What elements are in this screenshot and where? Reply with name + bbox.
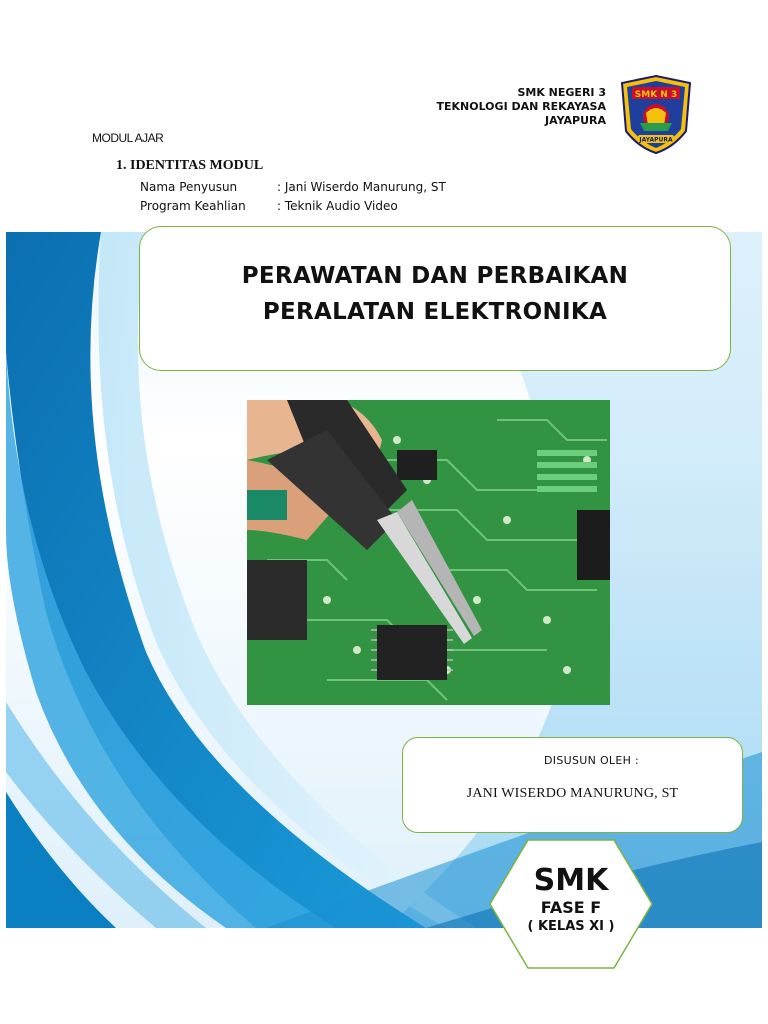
- badge-kelas: ( KELAS XI ): [527, 919, 615, 934]
- pcb-soldering-photo: [247, 400, 610, 705]
- author-box: [402, 737, 743, 833]
- school-line-2: TEKNOLOGI DAN REKAYASA: [436, 100, 606, 113]
- modul-label: MODUL AJAR: [92, 131, 164, 145]
- school-logo-icon: [618, 73, 694, 155]
- school-header: [346, 86, 606, 128]
- svg-text:JAYAPURA: JAYAPURA: [639, 136, 673, 144]
- school-line-1: SMK NEGERI 3: [517, 86, 606, 99]
- identitas-row: [140, 178, 446, 197]
- title-line-1: PERAWATAN DAN PERBAIKAN: [241, 263, 629, 289]
- identitas-value: : Teknik Audio Video: [277, 199, 398, 213]
- identitas-key: Nama Penyusun: [140, 180, 238, 194]
- svg-text:SMK N 3: SMK N 3: [634, 90, 678, 100]
- author-name: JANI WISERDO MANURUNG, ST: [466, 786, 679, 801]
- identitas-key: Program Keahlian: [140, 199, 246, 213]
- identitas-list: [140, 178, 446, 216]
- school-line-3: JAYAPURA: [545, 114, 606, 127]
- title-box: [139, 226, 731, 371]
- badge-fase: FASE F: [540, 898, 602, 917]
- title-line-2: PERALATAN ELEKTRONIKA: [262, 299, 608, 325]
- identitas-row: [140, 197, 446, 216]
- identitas-title: 1. IDENTITAS MODUL: [116, 158, 264, 173]
- badge-smk: SMK: [533, 863, 609, 898]
- hexagon-badge: [488, 838, 654, 970]
- author-label: DISUSUN OLEH :: [544, 754, 639, 767]
- identitas-value: : Jani Wiserdo Manurung, ST: [277, 180, 446, 194]
